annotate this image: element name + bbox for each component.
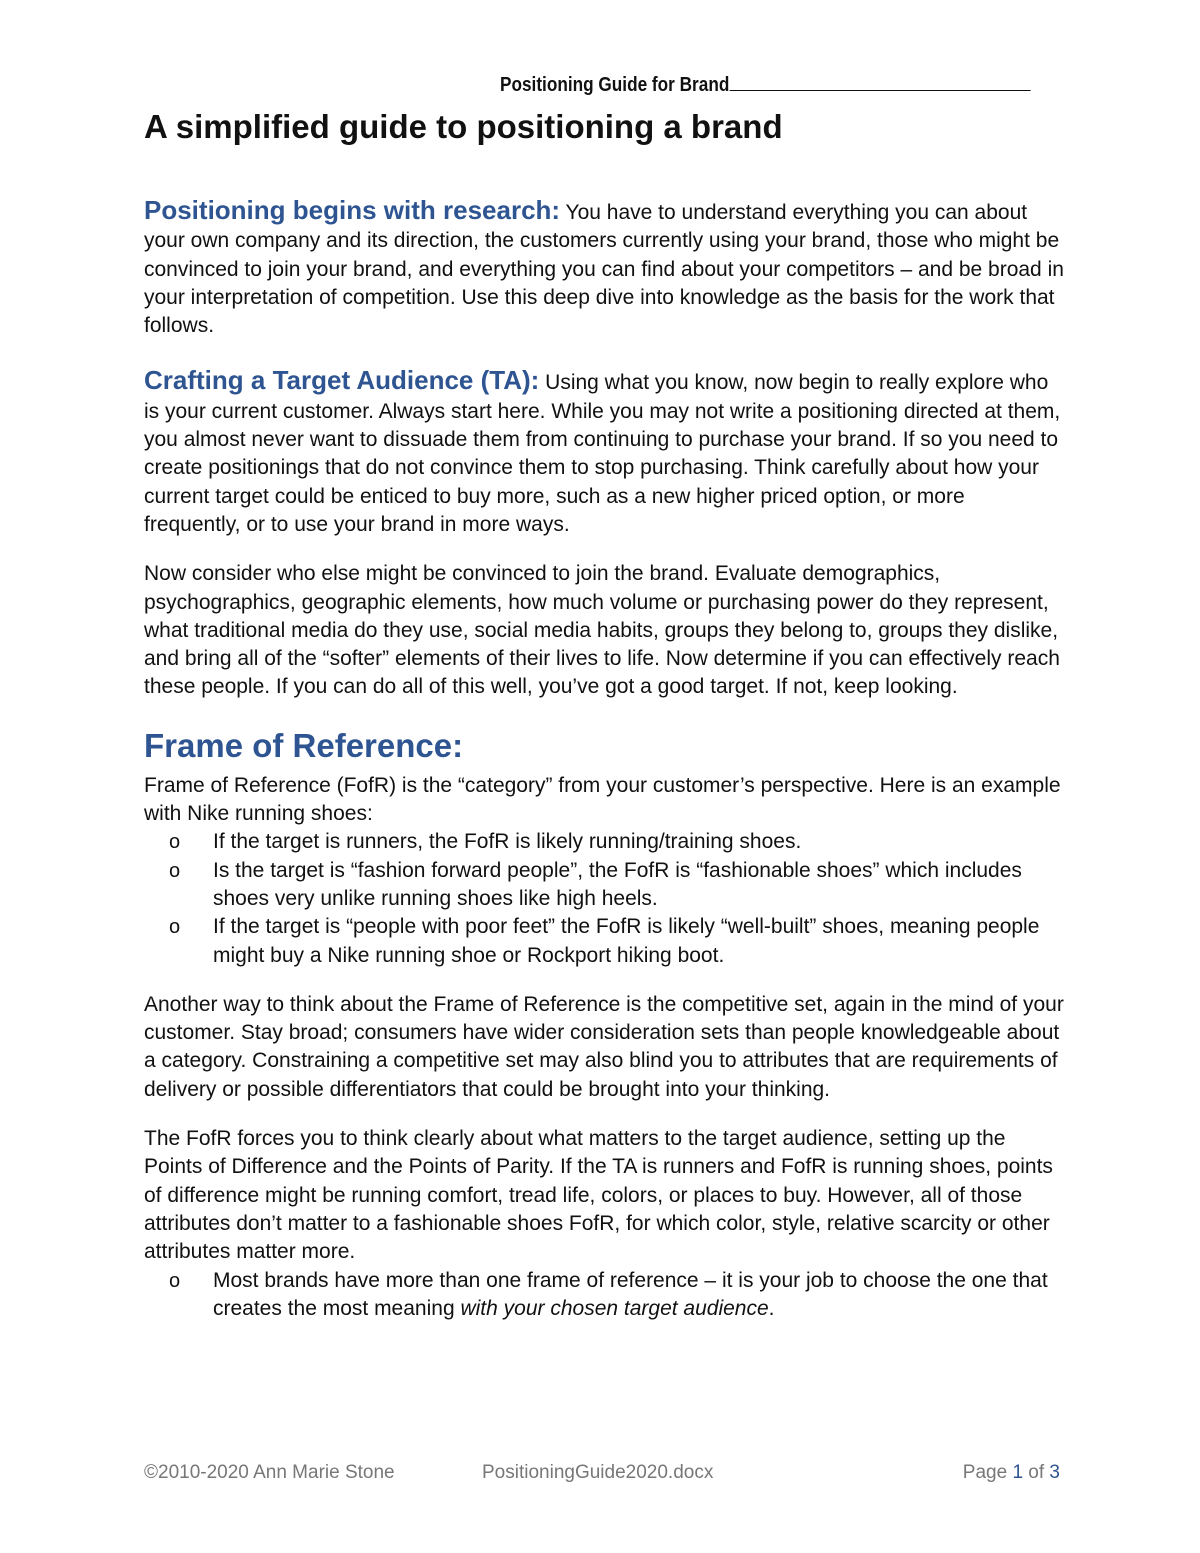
bullet-text: Most brands have more than one frame of reference – it is your job to choose the one that creates the most meaning (213, 1268, 1048, 1320)
research-lead: Positioning begins with research: (144, 195, 561, 225)
research-body: You have to understand everything you can about your own company and its direction, the customers currently using your brand, those who might be convinced to join your brand, and everything you can find about your competitors – and be broad in your interpretation of competition. Use this deep dive into knowledge as the basis for the work that follows. (144, 201, 1064, 338)
bullet-marker: o (169, 916, 181, 939)
bullet-text: Is the target is “fashion forward people”, the FofR is “fashionable shoes” which includes shoes very unlike running shoes like high heels. (213, 858, 1022, 910)
fofr-paragraph-3: The FofR forces you to think clearly about what matters to the target audience, setting up the Points of Difference and the Points of Parity. If the TA is runners and FofR is running shoes, points of difference might be running comfort, tread life, colors, or places to buy. However, all of those attributes don’t matter to a fashionable shoes FofR, for which color, style, relative scarcity or other attributes matter more. (144, 1127, 1053, 1264)
target-paragraph-2: Now consider who else might be convinced to join the brand. Evaluate demographics, psychographics, geographic elements, how much volume or purchasing power do they represent, what traditional media do they use, social media habits, groups they belong to, groups they dislike, and bring all of the “softer” elements of their lives to life. Now determine if you can effectively reach these people. If you can do all of this well, you’ve got a good target. If not, keep looking. (144, 562, 1060, 699)
fofr-intro: Frame of Reference (FofR) is the “category” from your customer’s perspective. Here is an example with Nike running shoes: (144, 773, 1061, 826)
page-label: Page (962, 1462, 1013, 1483)
page-total: 3 (1049, 1462, 1060, 1483)
page-current: 1 (1012, 1462, 1024, 1483)
fofr-final-bullet-list (144, 1267, 1064, 1324)
footer-filename: PositioningGuide2020.docx (482, 1462, 714, 1483)
fofr-heading: Frame of Reference: (144, 726, 464, 764)
bullet-marker: o (169, 1269, 181, 1292)
list-item (144, 857, 1064, 914)
fofr-paragraph-2: Another way to think about the Frame of Reference is the competitive set, again in the mind of your customer. Stay broad; consumers have wider consideration sets than people knowledgeable about a category. Constraining a competitive set may also blind you to attributes that are requirements of delivery or possible differentiators that could be brought into your thinking. (144, 992, 1064, 1101)
list-item (144, 828, 1064, 856)
bullet-end: . (768, 1296, 775, 1320)
bullet-marker: o (169, 859, 181, 882)
research-paragraph (144, 196, 1064, 340)
document-body (144, 196, 1064, 1323)
bullet-emphasis: with your chosen target audience (460, 1296, 769, 1320)
page-of-label: of (1023, 1462, 1050, 1483)
footer-copyright: ©2010-2020 Ann Marie Stone (144, 1462, 395, 1483)
target-lead: Crafting a Target Audience (TA): (144, 365, 540, 396)
header-text: Positioning Guide for Brand (500, 74, 730, 96)
header-blank-line (729, 72, 1030, 91)
page-header (500, 72, 982, 97)
target-paragraph (144, 366, 1064, 539)
list-item (144, 1267, 1064, 1324)
bullet-marker: o (169, 831, 181, 854)
fofr-bullet-list (144, 828, 1064, 969)
bullet-text: If the target is runners, the FofR is likely running/training shoes. (213, 830, 802, 854)
footer-page-number (963, 1462, 1060, 1484)
target-body: Using what you know, now begin to really explore who is your current customer. Always start here. While you may not write a positioning directed at them, you almost never want to dissuade them from continuing to purchase your brand. If so you need to create positionings that do not convince them to stop purchasing. Think carefully about how your current target could be enticed to buy more, such as a new higher priced option, or more frequently, or to use your brand in more ways. (144, 371, 1061, 536)
list-item (144, 913, 1064, 970)
bullet-text: If the target is “people with poor feet” the FofR is likely “well-built” shoes, meaning people might buy a Nike running shoe or Rockport hiking boot. (213, 915, 1040, 967)
document-title: A simplified guide to positioning a brand (144, 108, 783, 145)
